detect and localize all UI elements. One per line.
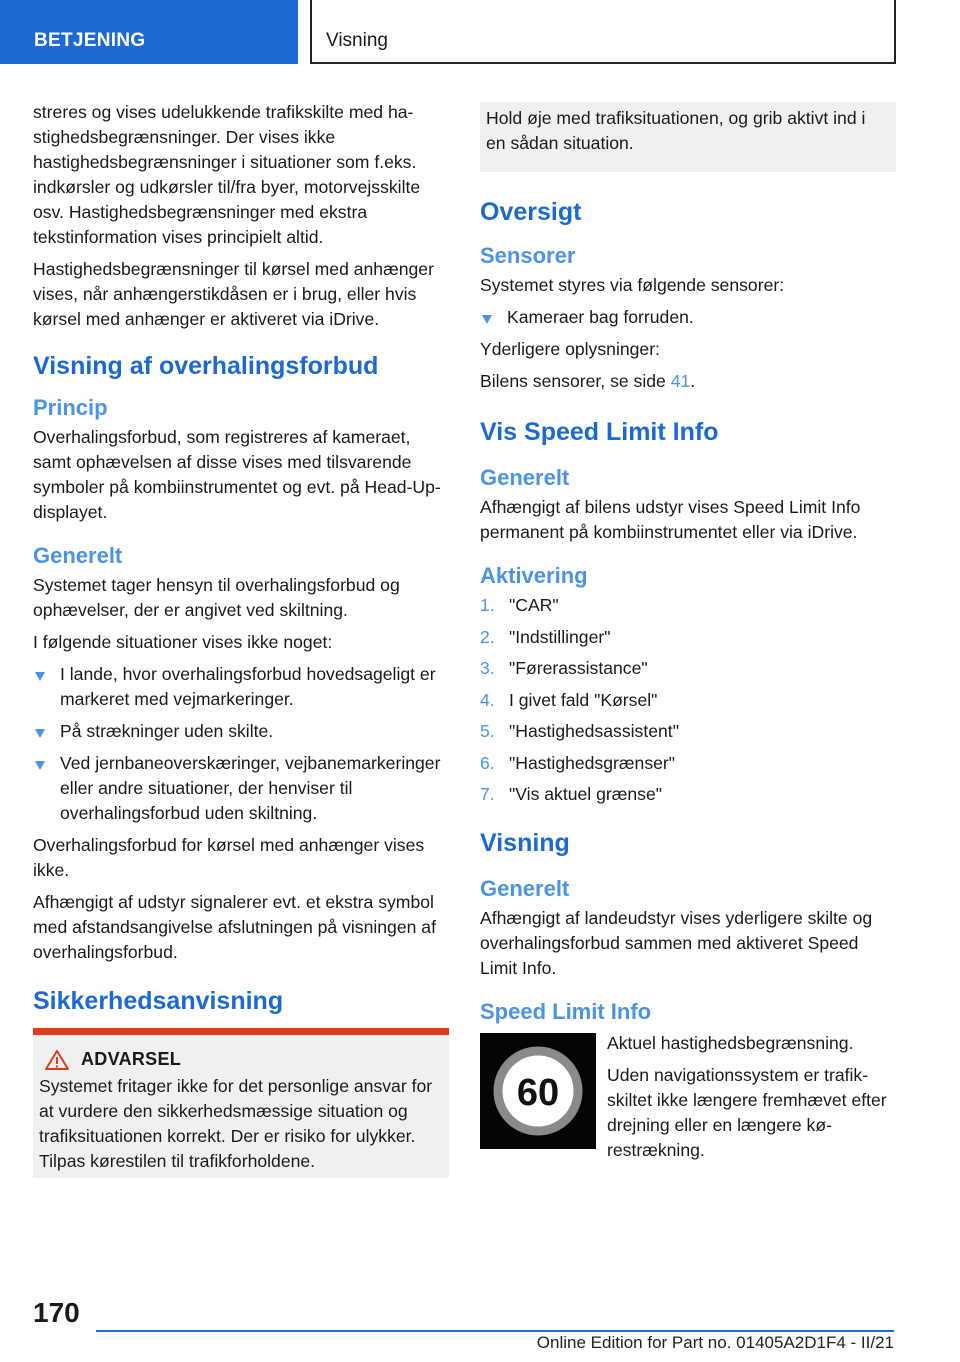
- oversigt-heading: Oversigt: [480, 198, 582, 226]
- left-column: [33, 100, 449, 1178]
- step-item: 7. "Vis aktuel grænse": [480, 784, 662, 804]
- step-item: 3. "Førerassistance": [480, 658, 648, 678]
- page-reference-link[interactable]: 41: [670, 371, 691, 391]
- generelt-heading-visning: Generelt: [480, 876, 570, 901]
- overtaking-heading: Visning af overhalingsforbud: [33, 352, 379, 380]
- vis-speed-generelt-text: Afhængigt af bilens udstyr vises Speed Limit Info permanent på kombiinstrumentet eller via iDrive.: [480, 497, 861, 542]
- section-tab-label: BETJENING: [34, 30, 146, 51]
- sensorer-bullet-list: [480, 305, 896, 330]
- princip-heading: Princip: [33, 395, 108, 420]
- speed-limit-info-row: [480, 1031, 896, 1170]
- triangle-bullet-icon: [35, 672, 45, 681]
- speed-limit-60-icon: [490, 1043, 586, 1139]
- speed-paragraph-2: Uden navigationssystem er trafikskiltet ikke længere fremhævet efter drejning eller en længere kørestrækning.: [607, 1065, 887, 1160]
- step-item: 5. "Hastighedsassistent": [480, 721, 679, 741]
- triangle-bullet-icon: [35, 729, 45, 738]
- princip-text: Overhalingsforbud, som registreres af kameraet, samt ophævelsen af disse vises med tilsvarende symboler på kombiinstrumentet og evt. på Head-Up-displayet.: [33, 427, 441, 522]
- step-item: 6. "Hastighedsgrænser": [480, 752, 676, 773]
- aktivering-steps: [480, 593, 896, 807]
- step-item: 2. "Indstillinger": [480, 626, 611, 647]
- sensorer-text: Systemet styres via følgende sensorer:: [480, 275, 785, 295]
- note-box: [480, 102, 896, 172]
- generelt-heading-right: Generelt: [480, 465, 570, 490]
- speed-sign-value: 60: [516, 1072, 560, 1114]
- list-item: Kameraer bag forruden.: [480, 305, 896, 330]
- aktivering-heading: Aktivering: [480, 563, 588, 588]
- warning-text: Systemet fritager ikke for det personlige ansvar for at vurdere den sikkerhedsmæssige situation og trafiksituationen korrekt. Der er risiko for ulykker. Tilpas kørestilen til trafikforholdene.: [39, 1076, 433, 1171]
- safety-heading: Sikkerhedsanvisning: [33, 987, 284, 1015]
- speed-limit-info-text: [607, 1031, 896, 1170]
- more-info-label: Yderligere oplysninger:: [480, 339, 660, 359]
- section-tab: [0, 0, 298, 64]
- sensorer-heading: Sensorer: [480, 243, 576, 268]
- right-column: [480, 102, 896, 1170]
- generelt-heading-left: Generelt: [33, 543, 123, 568]
- sensor-reference: Bilens sensorer, se side 41.: [480, 371, 696, 391]
- list-item: På strækninger uden skilte.: [33, 719, 449, 744]
- page-number: 170: [33, 1297, 80, 1328]
- overtaking-bullet-list: [33, 662, 449, 826]
- generelt-text-left: Systemet tager hensyn til overhalingsforbud og ophævelser, der er angivet ved skiltning.: [33, 575, 400, 620]
- triangle-bullet-icon: [35, 761, 45, 770]
- warning-triangle-icon: [45, 1050, 69, 1070]
- list-item: Ved jernbaneoverskæringer, vejbanemarkeringer eller andre situationer, der henviser til overhalingsforbud uden skiltning.: [33, 751, 449, 826]
- warning-box: [33, 1028, 449, 1178]
- list-item: I lande, hvor overhalingsforbud hovedsageligt er markeret med vejmarkeringer.: [33, 662, 449, 712]
- chapter-title-box: [310, 0, 896, 64]
- speed-limit-info-heading: Speed Limit Info: [480, 999, 652, 1024]
- footer-divider: [96, 1330, 894, 1332]
- vis-speed-heading: Vis Speed Limit Info: [480, 418, 719, 446]
- edition-text: Online Edition for Part no. 01405A2D1F4 - II/21: [536, 1333, 894, 1352]
- chapter-title: Visning: [326, 30, 388, 51]
- list-intro: I følgende situationer vises ikke noget:: [33, 632, 333, 652]
- intro-paragraph-1: streres og vises udelukkende trafikskilte med hastighedsbegrænsninger. Der vises ikke hastighedsbegrænsninger i situationer som f.eks. indkørsler og udkørsler til/fra byer, motorvejsskilte osv. Hastighedsbegrænsninger med ekstra tekstinformation vises principielt altid.: [33, 102, 421, 247]
- warning-title: ADVARSEL: [81, 1049, 182, 1069]
- speed-limit-sign-image: [480, 1033, 596, 1149]
- step-item: 1. "CAR": [480, 595, 559, 615]
- speed-paragraph-1: Aktuel hastighedsbegrænsning.: [607, 1033, 854, 1053]
- after-paragraph-2: Afhængigt af udstyr signalerer evt. et ekstra symbol med afstandsangivelse afslutningen på visningen af overhalingsforbud.: [33, 892, 436, 962]
- intro-paragraph-2: Hastighedsbegrænsninger til kørsel med anhænger vises, når anhængerstikdåsen er i brug, eller hvis kørsel med anhænger er aktiveret via iDrive.: [33, 259, 434, 329]
- step-item: 4. I givet fald "Kørsel": [480, 689, 658, 710]
- after-paragraph-1: Overhalingsforbud for kørsel med anhænger vises ikke.: [33, 835, 425, 880]
- visning-heading: Visning: [480, 829, 570, 857]
- visning-generelt-text: Afhængigt af landeudstyr vises yderligere skilte og overhalingsforbud sammen med aktiveret Speed Limit Info.: [480, 908, 873, 978]
- note-text: Hold øje med trafiksituationen, og grib aktivt ind i en sådan situation.: [486, 108, 866, 153]
- triangle-bullet-icon: [482, 315, 492, 324]
